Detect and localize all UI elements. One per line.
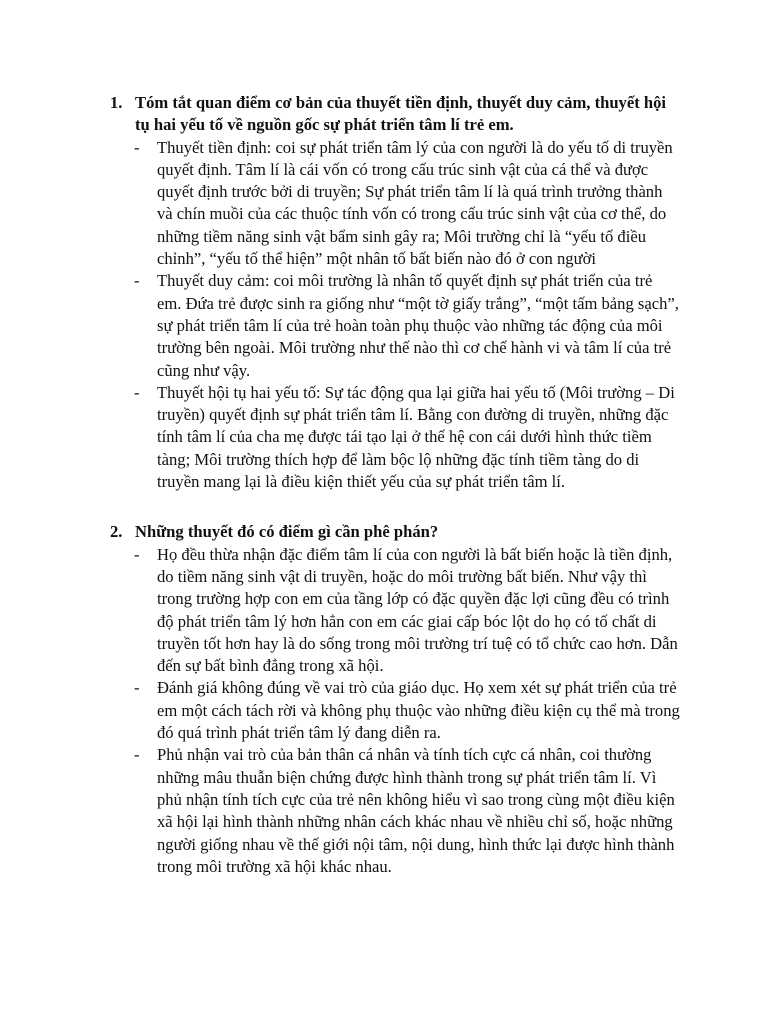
list-item-text: Đánh giá không đúng về vai trò của giáo dục. Họ xem xét sự phát triển của trẻ em một cách tách rời và không phụ thuộc vào những điều kiện cụ thể mà trong đó quá trình phát triển tâm lý đang diễn ra.	[157, 678, 680, 743]
list-item	[110, 544, 680, 678]
section-title: Những thuyết đó có điểm gì cần phê phán?	[135, 522, 439, 542]
list-item-text: Thuyết tiền định: coi sự phát triển tâm lý của con người là do yếu tố di truyền quyết định. Tâm lí là cái vốn có trong cấu trúc sinh vật của cá thể và được quyết định trước bởi di truyền; Sự phát triển tâm lí là quá trình trưởng thành và chín muồi của các thuộc tính vốn có trong cấu trúc sinh vật của cơ thể, do những tiềm năng sinh vật bẩm sinh gây ra; Môi trường chỉ là “yếu tố điều chỉnh”, “yếu tố thể hiện” một nhân tố bất biến nào đó ở con người	[157, 137, 673, 269]
dash-marker: -	[134, 544, 140, 564]
list-item-text: Thuyết hội tụ hai yếu tố: Sự tác động qua lại giữa hai yếu tố (Môi trường – Di truyền) quyết định sự phát triển tâm lí. Bằng con đường di truyền, những đặc tính tâm lí của cha mẹ được tái tạo lại ở thế hệ con cái dưới hình thức tiềm tàng; Môi trường thích hợp để làm bộc lộ những đặc tính tiềm tàng do di truyền mang lại là điều kiện thiết yếu của sự phát triển tâm lí.	[157, 382, 675, 492]
section-1	[110, 92, 680, 493]
dash-marker: -	[134, 745, 140, 765]
list-item	[110, 137, 680, 271]
dash-marker: -	[134, 271, 140, 291]
section-heading	[110, 521, 680, 543]
document-body	[110, 92, 680, 878]
list-item	[110, 270, 680, 381]
section-title: Tóm tắt quan điểm cơ bản của thuyết tiền định, thuyết duy cảm, thuyết hội tụ hai yếu tố về nguồn gốc sự phát triển tâm lí trẻ em.	[135, 93, 667, 135]
list-item	[110, 744, 680, 878]
dash-marker: -	[134, 137, 140, 157]
list-item-text: Thuyết duy cảm: coi môi trường là nhân tố quyết định sự phát triển của trẻ em. Đứa trẻ được sinh ra giống như “một tờ giấy trắng”, “một tấm bảng sạch”, sự phát triển tâm lí của trẻ hoàn toàn phụ thuộc vào những tác động của môi trường bên ngoài. Môi trường như thế nào thì cơ chế hành vi và tâm lí của trẻ cũng như vậy.	[157, 271, 679, 380]
bullet-list	[110, 137, 680, 494]
bullet-list	[110, 544, 680, 878]
section-heading	[110, 92, 680, 137]
section-number: 1.	[110, 93, 123, 112]
dash-marker: -	[134, 678, 140, 698]
section-2	[110, 521, 680, 878]
list-item-text: Phủ nhận vai trò của bản thân cá nhân và tính tích cực cá nhân, coi thường những mâu thuẫn biện chứng được hình thành trong sự phát triển tâm lí. Vì phủ nhận tính tích cực của trẻ nên không hiểu vì sao trong cùng một điều kiện xã hội lại hình thành những nhân cách khác nhau về nhiều chỉ số, hoặc những người giống nhau về thế giới nội tâm, nội dung, hình thức lại được hình thành trong môi trường xã hội khác nhau.	[157, 745, 675, 876]
list-item-text: Họ đều thừa nhận đặc điểm tâm lí của con người là bất biến hoặc là tiền định, do tiềm năng sinh vật di truyền, hoặc do môi trường bất biến. Như vậy thì trong trường hợp con em của tầng lớp có đặc quyền đặc lợi cũng đều có trình độ phát triển tâm lý hơn hẳn con em các giai cấp bóc lột do họ có tố chất di truyền tốt hơn hay là do sống trong môi trường trí tuệ có tổ chức cao hơn. Dẫn đến sự bất bình đẳng trong xã hội.	[157, 544, 678, 676]
section-number: 2.	[110, 522, 123, 542]
dash-marker: -	[134, 382, 140, 402]
list-item	[110, 677, 680, 744]
list-item	[110, 382, 680, 493]
